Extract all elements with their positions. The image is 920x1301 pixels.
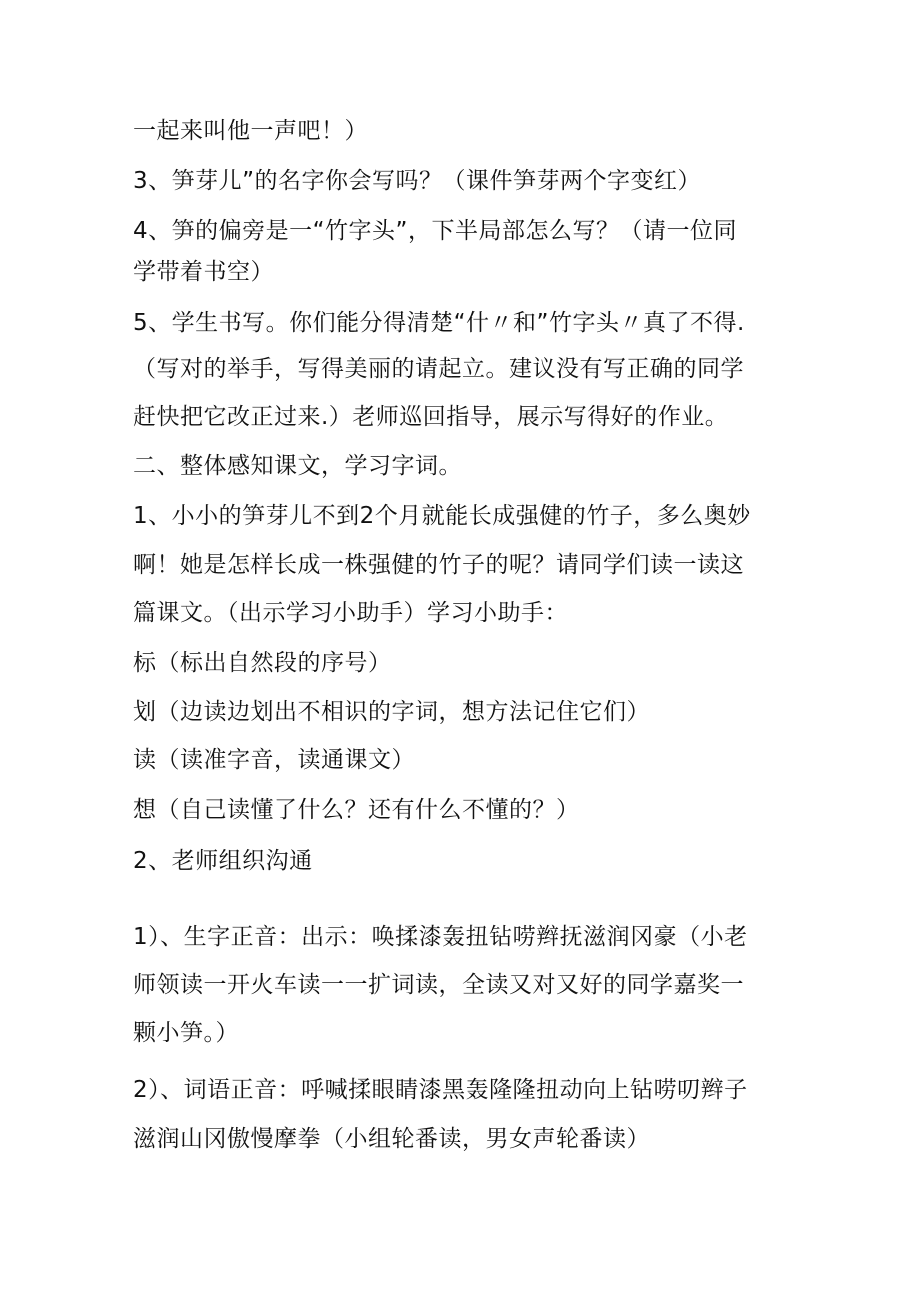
text-line: 1、小小的笋芽儿不到2个月就能长成强健的竹子，多么奥妙 xyxy=(133,503,751,529)
text-line: 2）、词语正音：呼喊揉眼睛漆黑轰隆隆扭动向上钻唠叨辫子 xyxy=(133,1077,748,1103)
text-line: （写对的举手，写得美丽的请起立。建议没有写正确的同学 xyxy=(133,356,744,382)
text-line: 学带着书空） xyxy=(133,259,274,285)
section-heading: 二、整体感知课文，学习字词。 xyxy=(133,453,462,479)
text-line: 一起来叫他一声吧！） xyxy=(133,118,368,144)
text-line: 3、笋芽儿”的名字你会写吗？（课件笋芽两个字变红） xyxy=(133,168,702,194)
text-line: 5、学生书写。你们能分得清楚“什〃和”竹字头〃真了不得. xyxy=(133,310,745,336)
text-line: 标（标出自然段的序号） xyxy=(133,650,392,676)
text-line: 颗小笋。） xyxy=(133,1020,239,1046)
text-line: 师领读一开火车读一一扩词读，全读又对又好的同学嘉奖一 xyxy=(133,972,744,998)
text-line: 2、老师组织沟通 xyxy=(133,848,313,874)
text-line: 1）、生字正音：出示：唤揉漆轰扭钻唠辫抚滋润冈豪（小老 xyxy=(133,924,748,950)
text-line: 4、笋的偏旁是一“竹字头”，下半局部怎么写？（请一位同 xyxy=(133,218,737,244)
text-line: 篇课文。（出示学习小助手）学习小助手： xyxy=(133,600,568,626)
text-line: 啊！她是怎样长成一株强健的竹子的呢？请同学们读一读这 xyxy=(133,552,744,578)
text-line: 想（自己读懂了什么？还有什么不懂的？） xyxy=(133,797,580,823)
text-line: 读（读准字音，读通课文） xyxy=(133,747,415,773)
text-line: 划（边读边划出不相识的字词，想方法记住它们） xyxy=(133,699,650,725)
text-line: 滋润山冈傲慢摩拳（小组轮番读，男女声轮番读） xyxy=(133,1126,650,1152)
text-line: 赶快把它改正过来.）老师巡回指导，展示写得好的作业。 xyxy=(133,404,729,430)
